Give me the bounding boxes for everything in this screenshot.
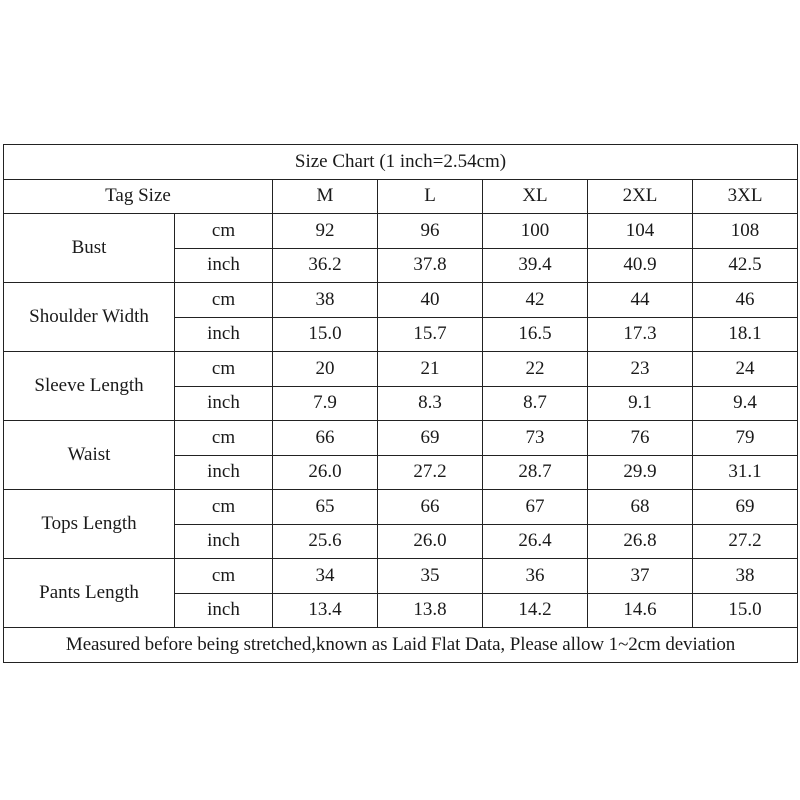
title-row	[4, 145, 798, 180]
size-header-m: M	[273, 179, 378, 214]
pants-length-inch-value: 13.8	[378, 593, 483, 628]
waist-inch-value: 28.7	[483, 455, 588, 490]
tops-length-label: Tops Length	[4, 490, 175, 559]
sleeve-length-cm-row	[4, 352, 798, 387]
waist-inch-value: 27.2	[378, 455, 483, 490]
pants-length-cm-value: 36	[483, 559, 588, 594]
sleeve-length-inch-value: 9.4	[693, 386, 798, 421]
tops-length-cm-value: 66	[378, 490, 483, 525]
tops-length-inch-value: 25.6	[273, 524, 378, 559]
sleeve-length-cm-value: 23	[588, 352, 693, 387]
waist-cm-value: 69	[378, 421, 483, 456]
tops-length-cm-value: 67	[483, 490, 588, 525]
waist-cm-value: 66	[273, 421, 378, 456]
shoulder-width-inch-value: 17.3	[588, 317, 693, 352]
bust-inch-value: 42.5	[693, 248, 798, 283]
shoulder-width-cm-value: 42	[483, 283, 588, 318]
unit-cm: cm	[175, 559, 273, 594]
pants-length-inch-value: 14.6	[588, 593, 693, 628]
bust-inch-value: 37.8	[378, 248, 483, 283]
pants-length-inch-value: 13.4	[273, 593, 378, 628]
sleeve-length-cm-value: 22	[483, 352, 588, 387]
unit-cm: cm	[175, 214, 273, 249]
bust-inch-value: 40.9	[588, 248, 693, 283]
unit-inch: inch	[175, 593, 273, 628]
bust-cm-value: 96	[378, 214, 483, 249]
shoulder-width-cm-row	[4, 283, 798, 318]
tag-size-header: Tag Size	[4, 179, 273, 214]
pants-length-cm-value: 37	[588, 559, 693, 594]
sleeve-length-inch-value: 8.3	[378, 386, 483, 421]
size-chart-table	[3, 144, 798, 663]
sleeve-length-label: Sleeve Length	[4, 352, 175, 421]
shoulder-width-cm-value: 40	[378, 283, 483, 318]
shoulder-width-inch-value: 15.0	[273, 317, 378, 352]
tops-length-cm-value: 65	[273, 490, 378, 525]
header-row	[4, 179, 798, 214]
footnote: Measured before being stretched,known as Laid Flat Data, Please allow 1~2cm deviation	[4, 628, 798, 663]
shoulder-width-cm-value: 38	[273, 283, 378, 318]
unit-cm: cm	[175, 421, 273, 456]
tops-length-inch-value: 26.8	[588, 524, 693, 559]
pants-length-inch-value: 15.0	[693, 593, 798, 628]
bust-cm-value: 108	[693, 214, 798, 249]
pants-length-label: Pants Length	[4, 559, 175, 628]
tops-length-inch-value: 26.4	[483, 524, 588, 559]
unit-cm: cm	[175, 283, 273, 318]
footnote-row	[4, 628, 798, 663]
waist-cm-value: 76	[588, 421, 693, 456]
bust-inch-value: 39.4	[483, 248, 588, 283]
unit-inch: inch	[175, 386, 273, 421]
size-chart-body	[4, 145, 798, 663]
waist-inch-value: 26.0	[273, 455, 378, 490]
unit-inch: inch	[175, 455, 273, 490]
shoulder-width-inch-value: 15.7	[378, 317, 483, 352]
sleeve-length-cm-value: 20	[273, 352, 378, 387]
chart-title: Size Chart (1 inch=2.54cm)	[4, 145, 798, 180]
tops-length-cm-value: 69	[693, 490, 798, 525]
sleeve-length-cm-value: 21	[378, 352, 483, 387]
waist-label: Waist	[4, 421, 175, 490]
shoulder-width-cm-value: 44	[588, 283, 693, 318]
waist-inch-value: 31.1	[693, 455, 798, 490]
tops-length-cm-row	[4, 490, 798, 525]
unit-inch: inch	[175, 317, 273, 352]
size-header-2xl: 2XL	[588, 179, 693, 214]
bust-cm-value: 100	[483, 214, 588, 249]
unit-cm: cm	[175, 352, 273, 387]
unit-cm: cm	[175, 490, 273, 525]
waist-cm-value: 73	[483, 421, 588, 456]
bust-label: Bust	[4, 214, 175, 283]
shoulder-width-inch-value: 18.1	[693, 317, 798, 352]
size-header-3xl: 3XL	[693, 179, 798, 214]
bust-cm-value: 92	[273, 214, 378, 249]
tops-length-cm-value: 68	[588, 490, 693, 525]
pants-length-cm-value: 34	[273, 559, 378, 594]
shoulder-width-inch-value: 16.5	[483, 317, 588, 352]
waist-cm-value: 79	[693, 421, 798, 456]
waist-inch-value: 29.9	[588, 455, 693, 490]
shoulder-width-label: Shoulder Width	[4, 283, 175, 352]
pants-length-cm-value: 38	[693, 559, 798, 594]
pants-length-cm-row	[4, 559, 798, 594]
pants-length-cm-value: 35	[378, 559, 483, 594]
sleeve-length-inch-value: 9.1	[588, 386, 693, 421]
size-header-xl: XL	[483, 179, 588, 214]
sleeve-length-inch-value: 7.9	[273, 386, 378, 421]
waist-cm-row	[4, 421, 798, 456]
unit-inch: inch	[175, 524, 273, 559]
unit-inch: inch	[175, 248, 273, 283]
pants-length-inch-value: 14.2	[483, 593, 588, 628]
size-header-l: L	[378, 179, 483, 214]
shoulder-width-cm-value: 46	[693, 283, 798, 318]
bust-inch-value: 36.2	[273, 248, 378, 283]
tops-length-inch-value: 27.2	[693, 524, 798, 559]
sleeve-length-cm-value: 24	[693, 352, 798, 387]
bust-cm-row	[4, 214, 798, 249]
tops-length-inch-value: 26.0	[378, 524, 483, 559]
sleeve-length-inch-value: 8.7	[483, 386, 588, 421]
bust-cm-value: 104	[588, 214, 693, 249]
